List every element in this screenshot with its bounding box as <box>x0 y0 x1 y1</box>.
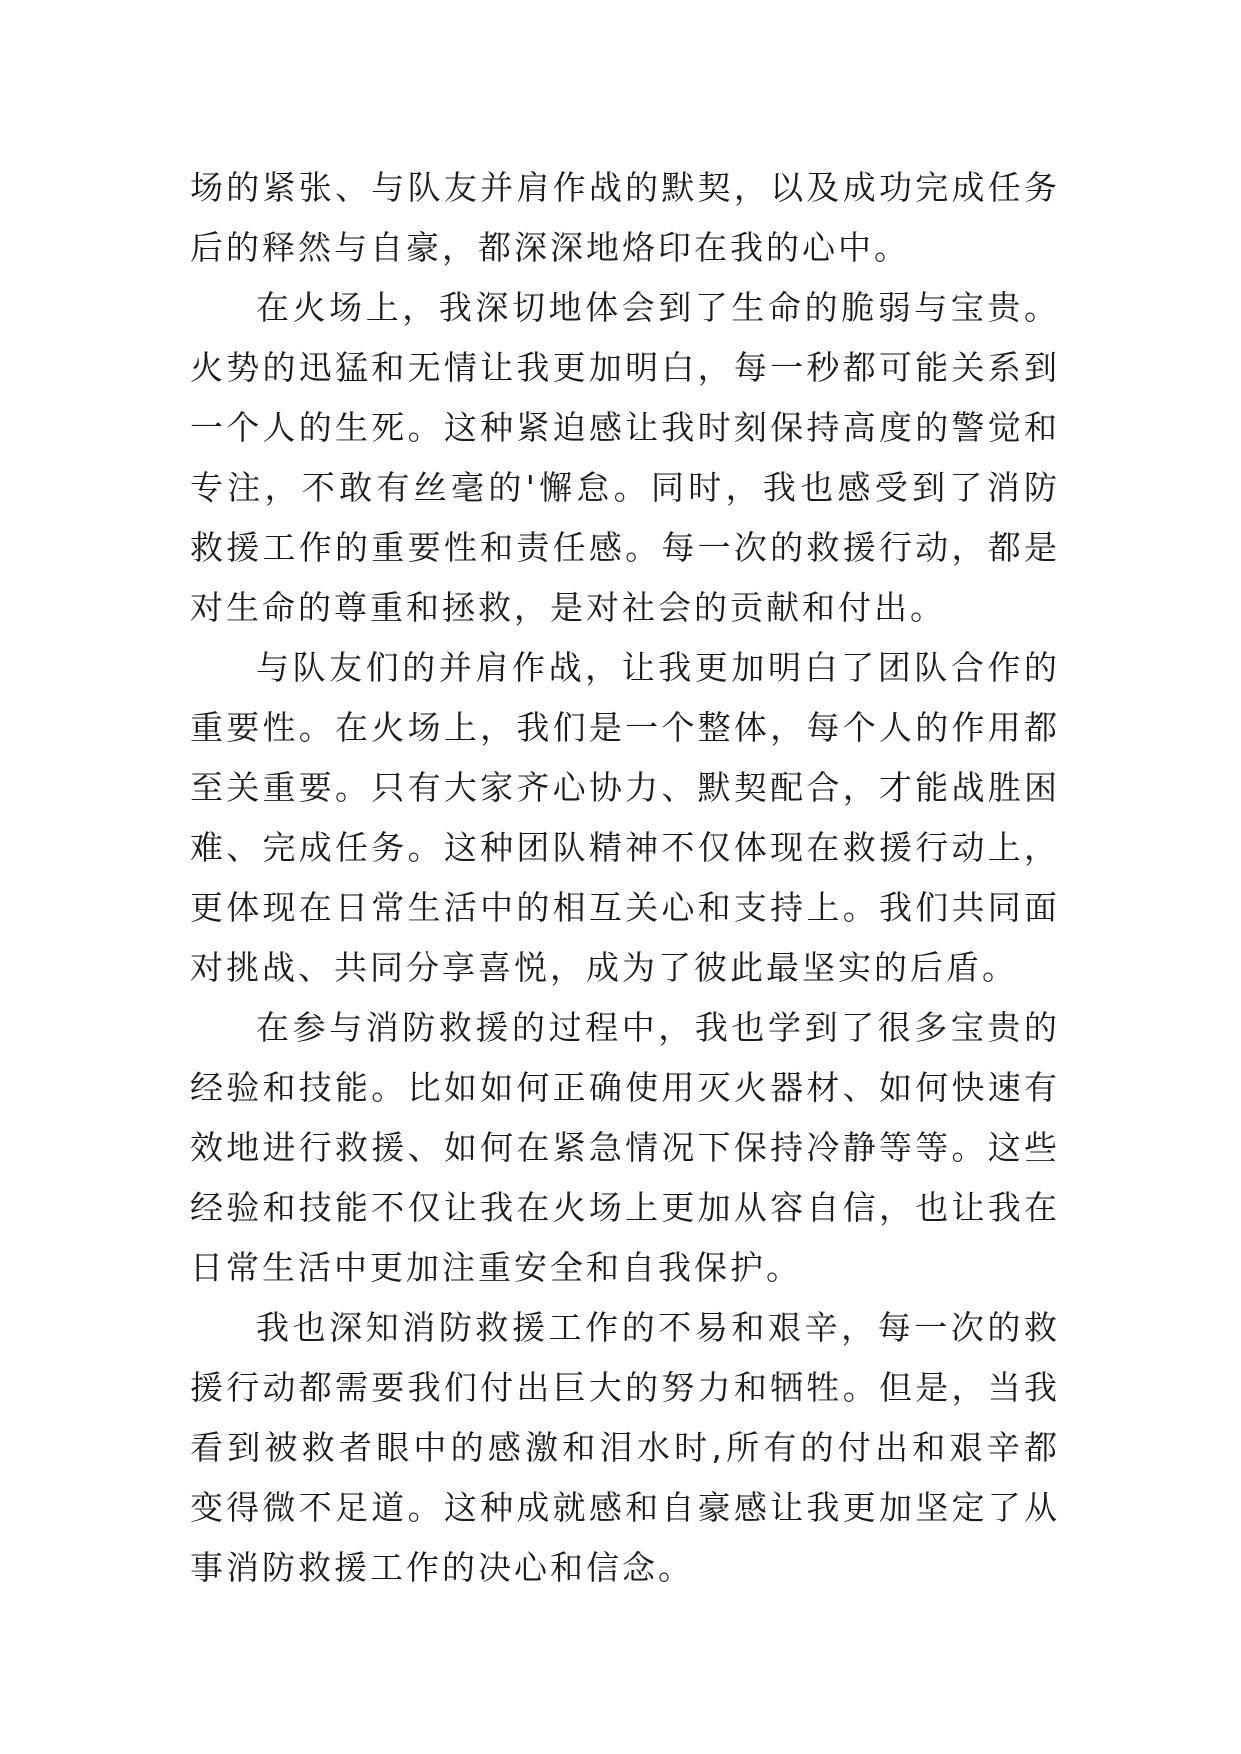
paragraph-dedication: 我也深知消防救援工作的不易和艰辛，每一次的救援行动都需要我们付出巨大的努力和牺牲。但是，当我看到被救者眼中的感激和泪水时,所有的付出和艰辛都变得微不足道。这种成就感和自豪感让我更加坚定了从事消防救援工作的决心和信念。 <box>190 1308 1060 1587</box>
paragraph-continued: 场的紧张、与队友并肩作战的默契，以及成功完成任务后的释然与自豪，都深深地烙印在我的心中。 <box>190 168 1060 267</box>
paragraph-teamwork: 与队友们的并肩作战，让我更加明白了团队合作的重要性。在火场上，我们是一个整体，每个人的作用都至关重要。只有大家齐心协力、默契配合，才能战胜困难、完成任务。这种团队精神不仅体现在救援行动上，更体现在日常生活中的相互关心和支持上。我们共同面对挑战、共同分享喜悦，成为了彼此最坚实的后盾。 <box>190 648 1060 987</box>
paragraph-skills: 在参与消防救援的过程中，我也学到了很多宝贵的经验和技能。比如如何正确使用灭火器材、如何快速有效地进行救援、如何在紧急情况下保持冷静等等。这些经验和技能不仅让我在火场上更加从容自信，也让我在日常生活中更加注重安全和自我保护。 <box>190 1008 1060 1287</box>
document-body <box>190 158 1060 1598</box>
paragraph-fire-scene: 在火场上，我深切地体会到了生命的脆弱与宝贵。火势的迅猛和无情让我更加明白，每一秒都可能关系到一个人的生死。这种紧迫感让我时刻保持高度的警觉和专注，不敢有丝毫的'懈怠。同时，我也感受到了消防救援工作的重要性和责任感。每一次的救援行动，都是对生命的尊重和拯救，是对社会的贡献和付出。 <box>190 288 1060 627</box>
